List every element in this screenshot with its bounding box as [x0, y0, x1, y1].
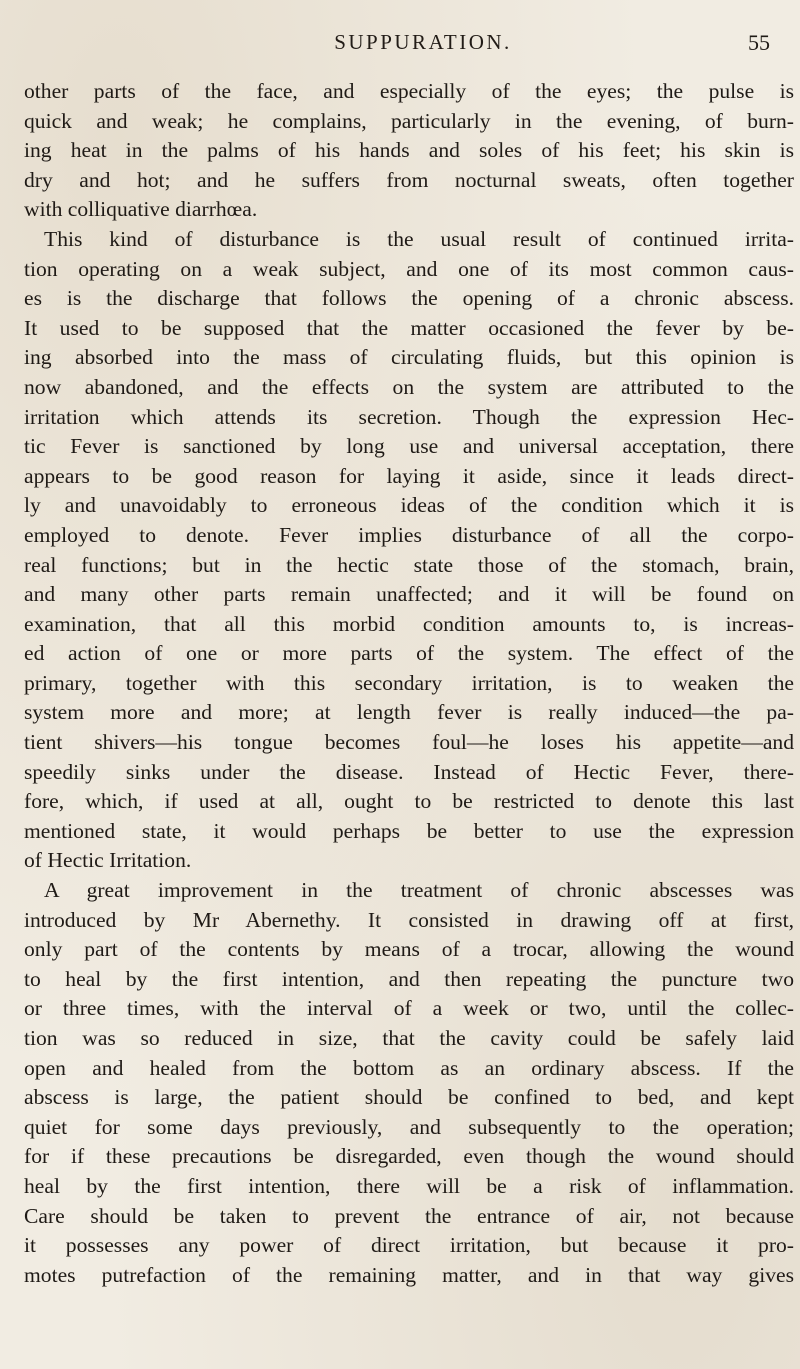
- text-line: ly and unavoidably to erroneous ideas of the condition which it is: [24, 493, 794, 518]
- text-line: Care should be taken to prevent the entrance of air, not because: [24, 1203, 794, 1228]
- text-line: ing absorbed into the mass of circulating fluids, but this opinion is: [24, 345, 794, 370]
- text-line: examination, that all this morbid condition amounts to, is increas-: [24, 611, 794, 636]
- text-line: ed action of one or more parts of the system. The effect of the: [24, 641, 794, 666]
- paragraph-start-line: This kind of disturbance is the usual result of continued irrita-: [44, 226, 794, 251]
- text-line: It used to be supposed that the matter occasioned the fever by be-: [24, 315, 794, 340]
- text-line: of Hectic Irritation.: [24, 848, 192, 873]
- text-line: and many other parts remain unaffected; and it will be found on: [24, 582, 794, 607]
- running-head: [68, 18, 778, 58]
- text-line: or three times, with the interval of a week or two, until the collec-: [24, 996, 794, 1021]
- text-line: system more and more; at length fever is really induced—the pa-: [24, 700, 794, 725]
- text-line: quiet for some days previously, and subsequently to the operation;: [24, 1114, 794, 1139]
- text-line: mentioned state, it would perhaps be better to use the expression: [24, 818, 794, 843]
- text-line: speedily sinks under the disease. Instead of Hectic Fever, there-: [24, 759, 794, 784]
- text-line: to heal by the first intention, and then repeating the puncture two: [24, 966, 794, 991]
- text-line: tic Fever is sanctioned by long use and universal acceptation, there: [24, 434, 794, 459]
- text-line: appears to be good reason for laying it aside, since it leads direct-: [24, 463, 794, 488]
- text-line: fore, which, if used at all, ought to be restricted to denote this last: [24, 789, 794, 814]
- text-line: open and healed from the bottom as an ordinary abscess. If the: [24, 1055, 794, 1080]
- text-line: es is the discharge that follows the opening of a chronic abscess.: [24, 286, 794, 311]
- text-line: introduced by Mr Abernethy. It consisted in drawing off at first,: [24, 907, 794, 932]
- text-line: ing heat in the palms of his hands and soles of his feet; his skin is: [24, 138, 794, 163]
- paragraph-start-line: A great improvement in the treatment of chronic abscesses was: [44, 878, 794, 903]
- text-line: for if these precautions be disregarded, even though the wound should: [24, 1144, 794, 1169]
- text-line: it possesses any power of direct irritation, but because it pro-: [24, 1233, 794, 1258]
- text-line: employed to denote. Fever implies disturbance of all the corpo-: [24, 522, 794, 547]
- text-line: dry and hot; and he suffers from nocturnal sweats, often together: [24, 167, 794, 192]
- page-number: 55: [748, 30, 770, 55]
- text-line: primary, together with this secondary irritation, is to weaken the: [24, 670, 794, 695]
- text-line: tient shivers—his tongue becomes foul—he loses his appetite—and: [24, 730, 794, 755]
- text-line: with colliquative diarrhœa.: [24, 197, 258, 222]
- text-line: motes putrefaction of the remaining matter, and in that way gives: [24, 1262, 794, 1287]
- text-line: tion was so reduced in size, that the cavity could be safely laid: [24, 1026, 794, 1050]
- body-text: [24, 77, 794, 1290]
- text-line: quick and weak; he complains, particularly in the evening, of burn-: [24, 108, 794, 133]
- running-title: SUPPURATION.: [334, 30, 512, 54]
- text-line: now abandoned, and the effects on the system are attributed to the: [24, 374, 794, 399]
- text-line: tion operating on a weak subject, and one of its most common caus-: [24, 256, 794, 281]
- text-line: abscess is large, the patient should be confined to bed, and kept: [24, 1085, 794, 1110]
- text-line: real functions; but in the hectic state those of the stomach, brain,: [24, 552, 794, 577]
- text-line: irritation which attends its secretion. Though the expression Hec-: [24, 404, 794, 429]
- text-line: heal by the first intention, there will be a risk of inflammation.: [24, 1173, 794, 1198]
- text-line: other parts of the face, and especially of the eyes; the pulse is: [24, 79, 794, 103]
- text-line: only part of the contents by means of a trocar, allowing the wound: [24, 937, 794, 962]
